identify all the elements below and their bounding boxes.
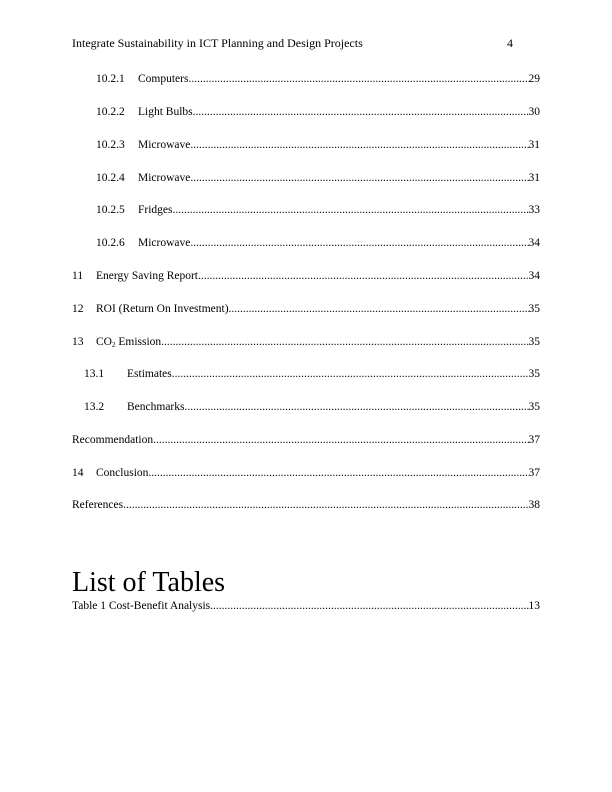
toc-leader-dots [190,171,528,186]
toc-entry-title: Computers [138,73,189,85]
toc-leader-dots [148,466,528,481]
toc-leader-dots [188,72,528,87]
toc-entry-10-2-6[interactable] [72,236,540,251]
toc-entry-number: 14 [72,467,84,479]
toc-entry-number: 10.2.3 [96,139,125,151]
toc-entry-title: Microwave [138,172,191,184]
toc-entry-title: $CO_2$ Emission [96,336,162,349]
toc-entry-12[interactable] [72,302,540,317]
toc-leader-dots [198,269,529,284]
toc-leader-dots [193,105,529,120]
toc-entry-page: 30 [528,106,540,118]
toc-entry-number: 10.2.6 [96,237,125,249]
toc-entry-title: Fridges [138,204,173,216]
toc-entry-number: 10.2.5 [96,204,125,216]
toc-leader-dots [184,400,528,415]
toc-leader-dots [210,599,528,614]
toc-entry-page: 34 [528,237,540,249]
toc-entry-title: Benchmarks [127,401,185,413]
toc-entry-page: 38 [528,499,540,511]
toc-entry-references[interactable] [72,498,540,513]
toc-entry-page: 35 [528,303,540,315]
toc-entry-14[interactable] [72,466,540,481]
toc-leader-dots [173,203,529,218]
toc-entry-title: Recommendation [72,434,154,446]
toc-entry-page: 31 [528,139,540,151]
toc-entry-number: 13.2 [84,401,105,413]
toc-entry-10-2-4[interactable] [72,171,540,186]
toc-entry-number: 13 [72,336,84,348]
toc-entry-title: Estimates [127,368,172,380]
list-of-tables-heading: List of Tables [72,567,226,598]
toc-entry-title: ROI (Return On Investment) [96,303,229,315]
toc-entry-title: Energy Saving Report [96,270,198,282]
toc-entry-number: 10.2.4 [96,172,125,184]
toc-entry-10-2-1[interactable] [72,72,540,87]
toc-entry-11[interactable] [72,269,540,284]
toc-entry-page: 35 [528,336,540,348]
toc-entry-number: 10.2.2 [96,106,125,118]
toc-entry-title: References [72,499,124,511]
toc-leader-dots [190,236,528,251]
toc-leader-dots [172,367,529,382]
table-list-entry-1[interactable] [72,599,540,614]
toc-leader-dots [123,498,528,513]
toc-entry-number: 11 [72,270,84,282]
toc-entry-number: 13.1 [84,368,105,380]
toc-entry-number: 10.2.1 [96,73,125,85]
toc-entry-title: Microwave [138,139,191,151]
toc-leader-dots [190,138,528,153]
toc-entry-page: 34 [528,270,540,282]
toc-entry-number: 12 [72,303,84,315]
toc-entry-page: 33 [528,204,540,216]
toc-entry-title: Light Bulbs [138,106,193,118]
toc-leader-dots [229,302,529,317]
toc-entry-title: Conclusion [96,467,149,479]
toc-entry-page: 35 [528,368,540,380]
table-entry-page: 13 [528,600,540,612]
toc-entry-10-2-3[interactable] [72,138,540,153]
toc-leader-dots [161,335,528,350]
toc-entry-title: Microwave [138,237,191,249]
toc-leader-dots [153,433,528,448]
toc-entry-recommendation[interactable] [72,433,540,448]
toc-entry-page: 35 [528,401,540,413]
toc-entry-page: 37 [528,434,540,446]
toc-entry-10-2-2[interactable] [72,105,540,120]
toc-entry-13-1[interactable] [72,367,540,382]
toc-entry-page: 37 [528,467,540,479]
toc-entry-10-2-5[interactable] [72,203,540,218]
toc-entry-13-2[interactable] [72,400,540,415]
toc-entry-13[interactable] [72,335,540,350]
toc-entry-page: 31 [528,172,540,184]
running-header: Integrate Sustainability in ICT Planning and Design Projects [72,36,363,50]
table-entry-title: Table 1 Cost-Benefit Analysis [72,600,211,612]
page-number: 4 [507,36,513,50]
toc-entry-page: 29 [528,73,540,85]
